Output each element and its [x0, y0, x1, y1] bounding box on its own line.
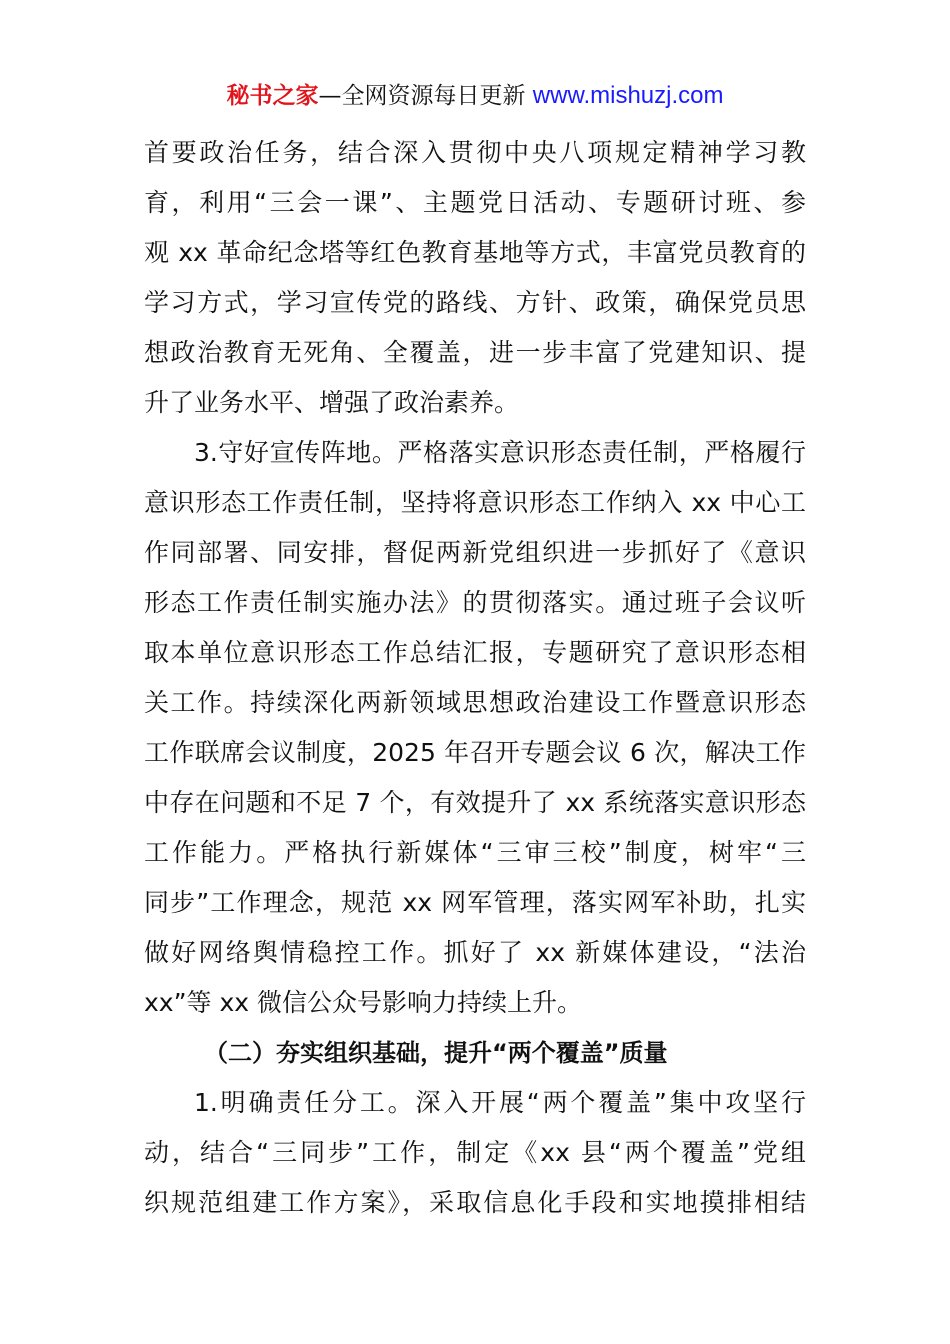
text-line: 同步”工作理念，规范 xx 网军管理，落实网军补助，扎实 [144, 888, 806, 917]
text-line: 取本单位意识形态工作总结汇报，专题研究了意识形态相 [144, 638, 806, 667]
text-line: 工作联席会议制度，2025 年召开专题会议 6 次，解决工作 [144, 738, 806, 767]
text-line: 做好网络舆情稳控工作。抓好了 xx 新媒体建设，“法治 [144, 938, 806, 967]
text-line: 意识形态工作责任制，坚持将意识形态工作纳入 xx 中心工 [144, 488, 806, 517]
text-line: 首要政治任务，结合深入贯彻中央八项规定精神学习教 [144, 138, 806, 167]
text-line: 学习方式，学习宣传党的路线、方针、政策，确保党员思 [144, 288, 806, 317]
text-line: 观 xx 革命纪念塔等红色教育基地等方式，丰富党员教育的 [144, 238, 806, 267]
site-banner [0, 80, 950, 112]
document-body [144, 128, 806, 1228]
text-line: 想政治教育无死角、全覆盖，进一步丰富了党建知识、提 [144, 338, 806, 367]
text-line: xx”等 xx 微信公众号影响力持续上升。 [144, 988, 583, 1017]
text-line: 升了业务水平、增强了政治素养。 [144, 388, 520, 417]
site-slogan: —全网资源每日更新 [318, 83, 526, 109]
text-line: 工作能力。严格执行新媒体“三审三校”制度，树牢“三 [144, 838, 806, 867]
text-line: 织规范组建工作方案》，采取信息化手段和实地摸排相结 [144, 1188, 806, 1217]
section-heading: （二）夯实组织基础，提升“两个覆盖”质量 [204, 1039, 668, 1067]
paragraph-first-line: 3.守好宣传阵地。严格落实意识形态责任制，严格履行 [194, 438, 806, 467]
text-line: 形态工作责任制实施办法》的贯彻落实。通过班子会议听 [144, 588, 806, 617]
text-line: 关工作。持续深化两新领域思想政治建设工作暨意识形态 [144, 688, 806, 717]
text-line: 育，利用“三会一课”、主题党日活动、专题研讨班、参 [144, 188, 806, 217]
text-line: 作同部署、同安排，督促两新党组织进一步抓好了《意识 [144, 538, 806, 567]
text-line: 中存在问题和不足 7 个，有效提升了 xx 系统落实意识形态 [144, 788, 806, 817]
site-url-link[interactable]: www.mishuzj.com [532, 82, 724, 109]
text-line: 动，结合“三同步”工作，制定《xx 县“两个覆盖”党组 [144, 1138, 806, 1167]
site-name: 秘书之家 [226, 83, 319, 109]
paragraph-first-line: 1.明确责任分工。深入开展“两个覆盖”集中攻坚行 [194, 1088, 806, 1117]
